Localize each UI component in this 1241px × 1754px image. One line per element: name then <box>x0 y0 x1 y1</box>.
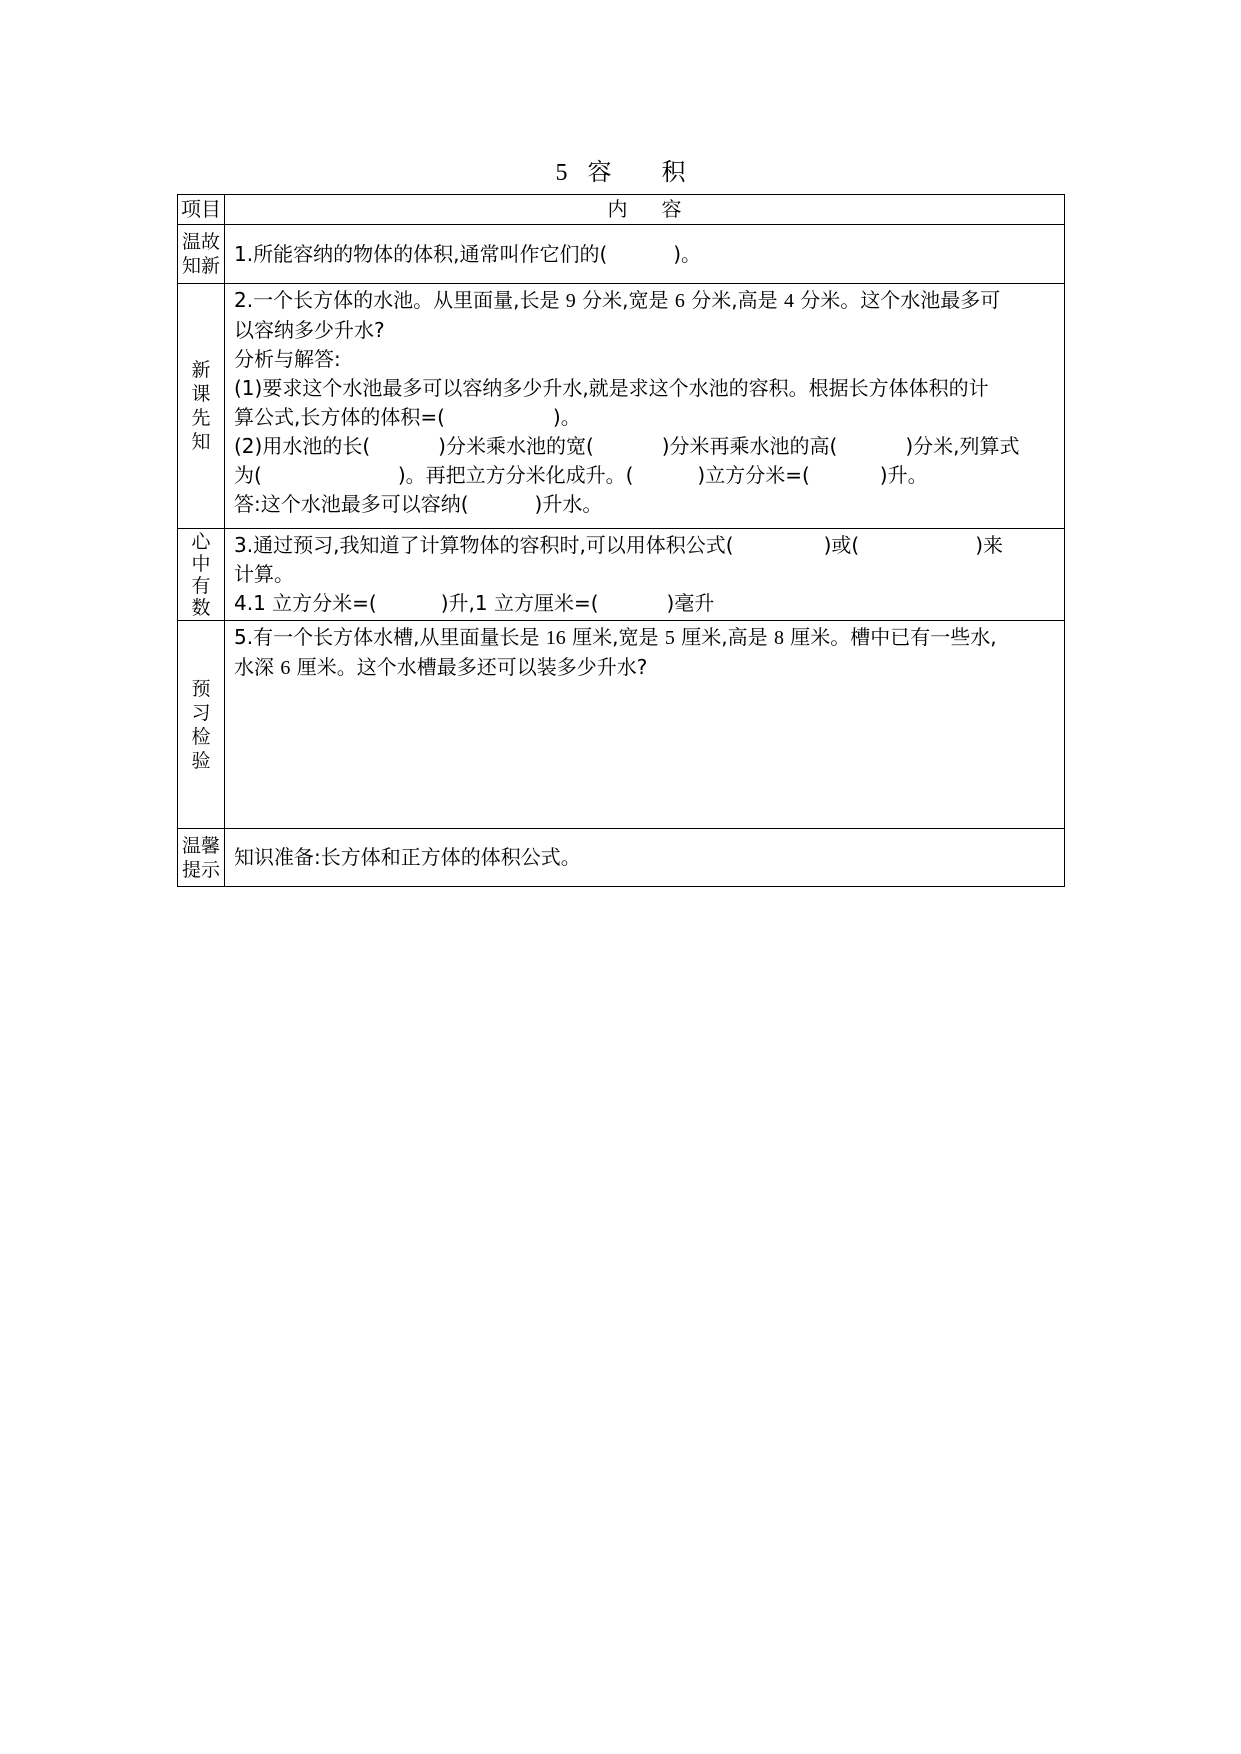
q2-height-value: 4 <box>783 290 794 312</box>
q5-height-value: 8 <box>773 627 784 649</box>
step-2-line-1 <box>234 432 1056 461</box>
header-content-cell <box>225 195 1065 225</box>
review-label-line1: 温故 <box>181 231 220 253</box>
tip-label-line2: 提示 <box>181 858 220 881</box>
answer-line <box>234 490 1056 519</box>
q2-text-a: 2.一个长方体的水池。从里面量,长是 <box>234 288 566 312</box>
q5-text-a: 5.有一个长方体水槽,从里面量长是 <box>234 625 546 649</box>
new-lesson-label-char-1: 新 <box>191 359 211 381</box>
new-lesson-label <box>178 284 225 529</box>
check-content <box>225 621 1065 829</box>
q3-text-c: )来 <box>975 533 1004 557</box>
q1-text-after: )。 <box>673 241 702 266</box>
new-lesson-label-char-2: 课 <box>191 383 211 405</box>
header-row <box>178 195 1065 225</box>
q5-depth-value: 6 <box>280 657 291 679</box>
step2-line2-text-a: 为( <box>234 463 262 487</box>
check-label-char-2: 习 <box>191 701 211 724</box>
title-char-2: 积 <box>661 158 686 186</box>
step1-text-before: 算公式,长方体的体积=( <box>234 405 445 429</box>
q2-length-value: 9 <box>565 290 576 312</box>
step2-text-a: (2)用水池的长( <box>234 434 371 458</box>
answer-text-after: )升水。 <box>534 492 603 516</box>
q5-line-1 <box>234 623 1056 653</box>
review-content <box>225 225 1065 284</box>
in-mind-label-char-3: 有 <box>191 574 211 597</box>
in-mind-label-char-1: 心 <box>191 530 211 553</box>
title-char-1: 容 <box>587 158 612 186</box>
new-lesson-label-char-4: 知 <box>191 431 211 453</box>
in-mind-label-char-4: 数 <box>191 596 211 619</box>
new-lesson-content <box>225 284 1065 529</box>
q5-text-d: 厘米。槽中已有一些水, <box>783 625 997 649</box>
q2-text-b: 分米,宽是 <box>575 288 675 312</box>
header-content-char-2: 容 <box>661 197 682 221</box>
q5-length-value: 16 <box>545 627 566 649</box>
step2-text-b: )分米乘水池的宽( <box>438 434 594 458</box>
q4-line <box>234 589 1056 618</box>
in-mind-label <box>178 529 225 621</box>
in-mind-row <box>178 529 1065 621</box>
check-row <box>178 621 1065 829</box>
in-mind-content <box>225 529 1065 621</box>
header-content-char-1: 内 <box>607 197 628 221</box>
q2-text-c: 分米,高是 <box>684 288 784 312</box>
q2-line-2: 以容纳多少升水? <box>234 318 385 342</box>
step2-text-d: )分米,列算式 <box>905 434 1020 458</box>
step2-line2-text-d: )升。 <box>879 463 928 487</box>
q3-line-1 <box>234 531 1056 560</box>
q5-width-value: 5 <box>664 627 675 649</box>
step-1-line-1: (1)要求这个水池最多可以容纳多少升水,就是求这个水池的容积。根据长方体体积的计 <box>234 376 989 400</box>
new-lesson-row <box>178 284 1065 529</box>
step-1-line-2 <box>234 403 1056 432</box>
q3-line-2: 计算。 <box>234 562 294 586</box>
q4-text-c: )毫升 <box>666 591 715 615</box>
q5-answer-area[interactable] <box>234 683 1056 823</box>
q5-text-c: 厘米,高是 <box>674 625 774 649</box>
new-lesson-label-char-3: 先 <box>191 407 211 429</box>
q4-text-b: )升,1 立方厘米=( <box>440 591 599 615</box>
step-2-line-2 <box>234 461 1056 490</box>
question-1 <box>234 240 1056 269</box>
worksheet-table <box>177 194 1065 887</box>
step1-text-after: )。 <box>552 405 581 429</box>
q5-line2-text-a: 水深 <box>234 655 281 679</box>
step2-line2-text-b: )。再把立方分米化成升。( <box>397 463 634 487</box>
q2-line-1 <box>234 286 1056 316</box>
check-label-char-1: 预 <box>191 677 211 700</box>
answer-text-before: 答:这个水池最多可以容纳( <box>234 492 469 516</box>
q4-text-a: 4.1 立方分米=( <box>234 591 377 615</box>
q1-text-before: 1.所能容纳的物体的体积,通常叫作它们的( <box>234 241 608 266</box>
review-row <box>178 225 1065 284</box>
q5-line-2 <box>234 653 1056 683</box>
review-label <box>178 225 225 284</box>
q5-line2-text-b: 厘米。这个水槽最多还可以装多少升水? <box>290 655 648 679</box>
q2-text-d: 分米。这个水池最多可 <box>793 288 1001 312</box>
step2-text-c: )分米再乘水池的高( <box>661 434 838 458</box>
q2-width-value: 6 <box>674 290 685 312</box>
check-label-char-3: 检 <box>191 725 211 748</box>
q5-text-b: 厘米,宽是 <box>565 625 665 649</box>
title-number: 5 <box>555 160 568 186</box>
tip-label <box>178 829 225 887</box>
q3-text-b: )或( <box>823 533 860 557</box>
page-title <box>0 155 1241 190</box>
header-item-cell: 项目 <box>178 195 225 225</box>
review-label-line2: 知新 <box>181 255 220 277</box>
in-mind-label-char-2: 中 <box>191 552 211 575</box>
step2-line2-text-c: )立方分米=( <box>697 463 810 487</box>
analysis-heading: 分析与解答: <box>234 347 341 371</box>
check-label <box>178 621 225 829</box>
check-label-char-4: 验 <box>191 749 211 772</box>
tip-content: 知识准备:长方体和正方体的体积公式。 <box>225 829 1065 887</box>
tip-label-line1: 温馨 <box>181 834 220 857</box>
tip-row <box>178 829 1065 887</box>
q3-text-a: 3.通过预习,我知道了计算物体的容积时,可以用体积公式( <box>234 533 734 557</box>
